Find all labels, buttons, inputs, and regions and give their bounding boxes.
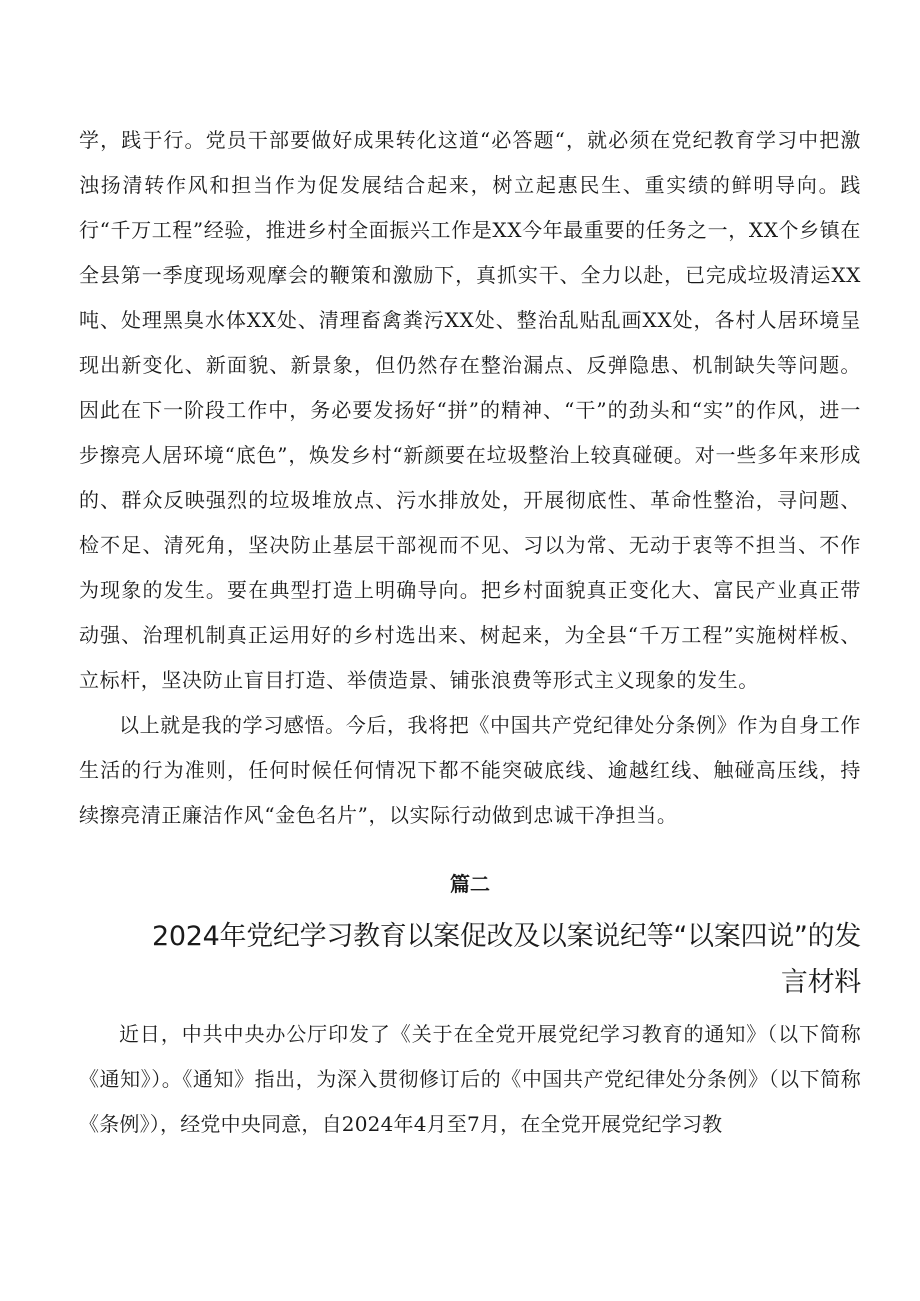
body-paragraph-continuation: 学，践于行。党员干部要做好成果转化这道“必答题“，就必须在党纪教育学习中把激浊扬清转作风和担当作为促发展结合起来，树立起惠民生、重实绩的鲜明导向。践行“千万工程”经验，推进乡村全面振兴工作是XX今年最重要的任务之一，XX个乡镇在全县第一季度现场观摩会的鞭策和激励下，真抓实干、全力以赴，已完成垃圾清运XX吨、处理黑臭水体XX处、清理畜禽粪污XX处、整治乱贴乱画XX处，各村人居环境呈现出新变化、新面貌、新景象，但仍然存在整治漏点、反弹隐患、机制缺失等问题。因此在下一阶段工作中，务必要发扬好“拼”的精神、“干”的劲头和“实”的作风，进一步擦亮人居环境“底色”，焕发乡村“新颜要在垃圾整治上较真碰硬。对一些多年来形成的、群众反映强烈的垃圾堆放点、污水排放处，开展彻底性、革命性整治，寻问题、检不足、清死角，坚决防止基层干部视而不见、习以为常、无动于衷等不担当、不作为现象的发生。要在典型打造上明确导向。把乡村面貌真正变化大、富民产业真正带动强、治理机制真正运用好的乡村选出来、树起来，为全县“千万工程”实施树样板、立标杆，坚决防止盲目打造、举债造景、铺张浪费等形式主义现象的发生。 (79, 128, 861, 692)
body-paragraph-intro: 近日，中共中央办公厅印发了《关于在全党开展党纪学习教育的通知》（以下简称《通知》）。《通知》指出，为深入贯彻修订后的《中国共产党纪律处分条例》（以下简称《条例》），经党中央同意，自2024年4月至7月，在全党开展党纪学习教 (79, 1022, 861, 1136)
document-title-line-2: 言材料 (780, 967, 861, 998)
document-page (79, 118, 861, 1147)
document-title (79, 914, 861, 1006)
body-paragraph-closing: 以上就是我的学习感悟。今后，我将把《中国共产党纪律处分条例》作为自身工作生活的行为准则，任何时候任何情况下都不能突破底线、逾越红线、触碰高压线，持续擦亮清正廉洁作风“金色名片”，以实际行动做到忠诚干净担当。 (79, 713, 861, 827)
document-title-line-1: 2024年党纪学习教育以案促改及以案说纪等“以案四说”的发 (152, 921, 861, 952)
section-label: 篇二 (450, 872, 490, 896)
